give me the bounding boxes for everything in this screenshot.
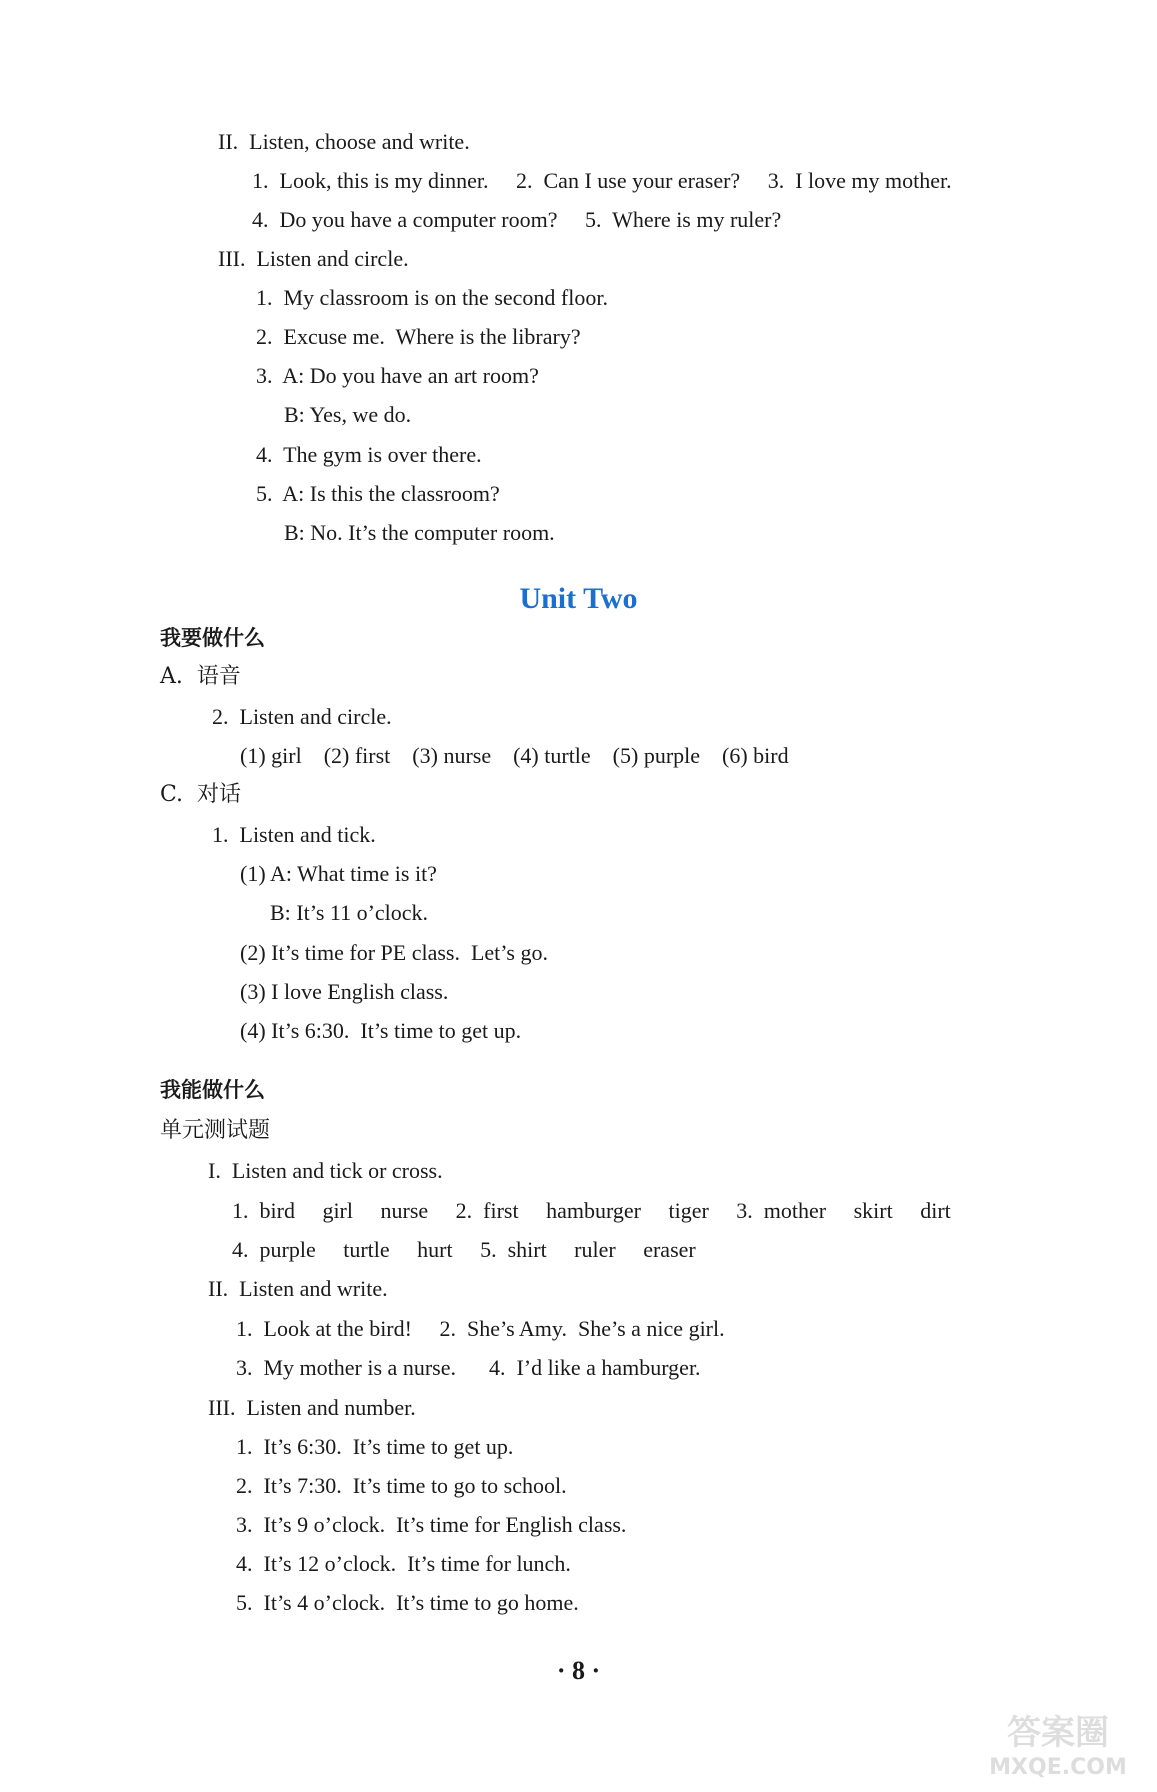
test-section-2-title: II. Listen and write. xyxy=(208,1276,388,1301)
list-item: 1. It’s 6:30. It’s time to get up. xyxy=(236,1434,514,1459)
list-item: 2. Excuse me. Where is the library? xyxy=(256,324,581,349)
list-item: 3. A: Do you have an art room? xyxy=(256,363,539,388)
phonics-words: (1) girl (2) first (3) nurse (4) turtle (5) purple (6) bird xyxy=(240,743,789,768)
dialogue-task: 1. Listen and tick. xyxy=(212,822,376,847)
phonics-task: 2. Listen and circle. xyxy=(212,704,392,729)
test-section-3-title: III. Listen and number. xyxy=(208,1395,416,1420)
list-item: 2. It’s 7:30. It’s time to go to school. xyxy=(236,1473,567,1498)
test-section-1-title: I. Listen and tick or cross. xyxy=(208,1158,443,1183)
list-item: (2) It’s time for PE class. Let’s go. xyxy=(240,940,548,965)
watermark-cn: 答案圈 xyxy=(1007,1713,1109,1753)
dialogue-heading: C. 对话 xyxy=(160,782,242,807)
list-item: 1. My classroom is on the second floor. xyxy=(256,285,608,310)
list-item: 5. A: Is this the classroom? xyxy=(256,481,500,506)
page-number: · 8 · xyxy=(556,1656,601,1685)
section-2-line-2: 4. Do you have a computer room? 5. Where is my ruler? xyxy=(252,207,782,232)
section-2-title: II. Listen, choose and write. xyxy=(218,129,470,154)
test-section-1-line-1: 1. bird girl nurse 2. first hamburger tiger 3. mother skirt dirt xyxy=(232,1198,951,1223)
test-section-1-line-2: 4. purple turtle hurt 5. shirt ruler eraser xyxy=(232,1237,696,1262)
list-item: B: No. It’s the computer room. xyxy=(284,520,555,545)
watermark-en: MXQE.COM xyxy=(989,1755,1127,1780)
list-item: B: Yes, we do. xyxy=(284,402,412,427)
phonics-heading: A. 语音 xyxy=(160,664,241,689)
list-item: (4) It’s 6:30. It’s time to get up. xyxy=(240,1018,522,1043)
test-section-2-line-2: 3. My mother is a nurse. 4. I’d like a hamburger. xyxy=(236,1355,701,1380)
unit-test-heading: 单元测试题 xyxy=(160,1118,271,1143)
list-item: B: It’s 11 o’clock. xyxy=(270,900,429,925)
unit-title: Unit Two xyxy=(519,582,638,615)
list-item: (3) I love English class. xyxy=(240,979,449,1004)
list-item: 4. It’s 12 o’clock. It’s time for lunch. xyxy=(236,1551,571,1576)
list-item: (1) A: What time is it? xyxy=(240,861,437,886)
section-3-title: III. Listen and circle. xyxy=(218,246,409,271)
what-can-do-heading: 我能做什么 xyxy=(160,1078,265,1102)
section-2-line-1: 1. Look, this is my dinner. 2. Can I use your eraser? 3. I love my mother. xyxy=(252,168,952,193)
what-to-do-heading: 我要做什么 xyxy=(160,626,265,650)
test-section-2-line-1: 1. Look at the bird! 2. She’s Amy. She’s a nice girl. xyxy=(236,1316,725,1341)
list-item: 4. The gym is over there. xyxy=(256,442,482,467)
list-item: 3. It’s 9 o’clock. It’s time for English class. xyxy=(236,1512,627,1537)
list-item: 5. It’s 4 o’clock. It’s time to go home. xyxy=(236,1590,579,1615)
watermark-logo xyxy=(983,1702,1133,1782)
